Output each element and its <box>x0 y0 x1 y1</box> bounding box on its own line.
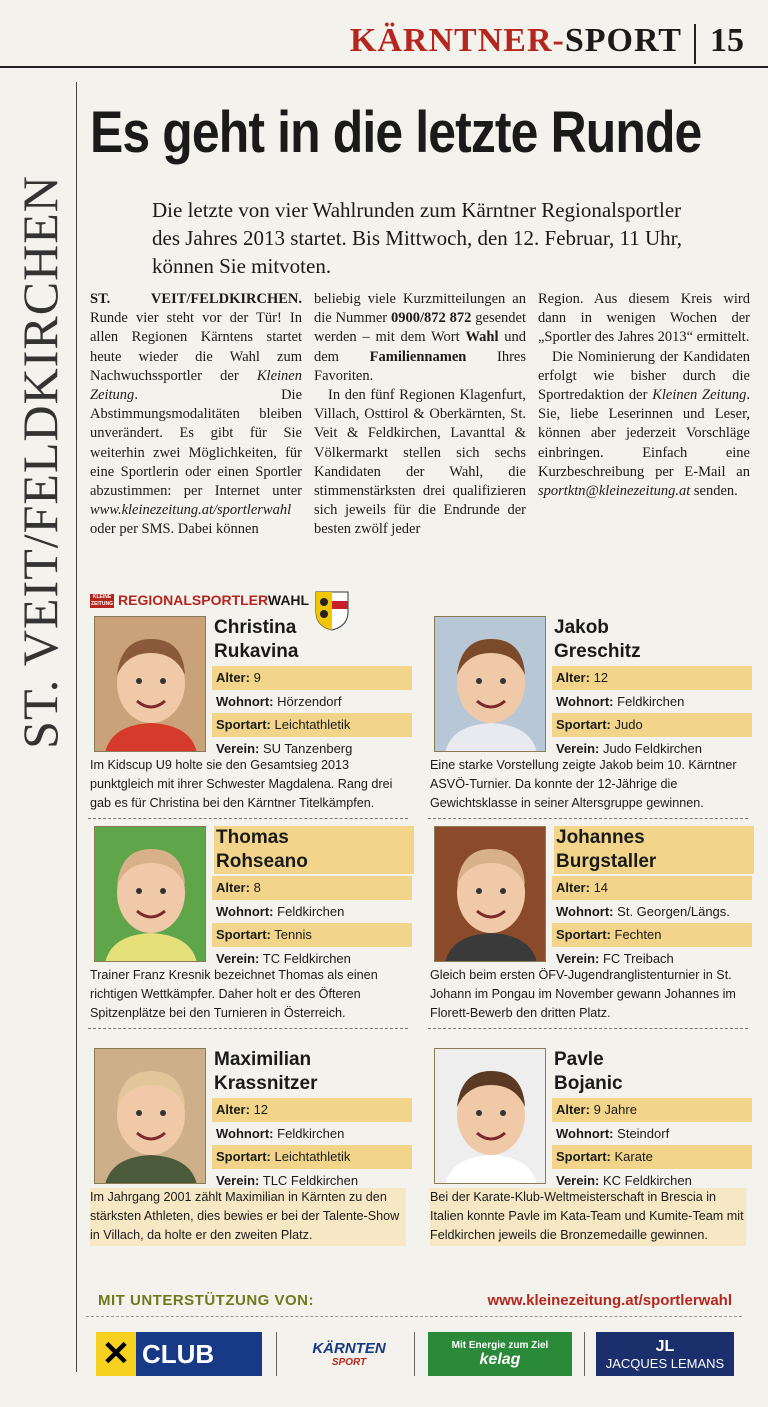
text: oder per SMS. Dabei können <box>90 521 259 538</box>
fact-label: Alter: <box>216 880 250 895</box>
fact-value: Tennis <box>274 927 312 942</box>
jacques-lemans-logo <box>596 1332 734 1376</box>
club-label: CLUB <box>142 1338 215 1369</box>
paragraph <box>314 290 526 386</box>
fact-label: Sportart: <box>556 717 611 732</box>
candidate-name <box>214 1048 414 1096</box>
logo-divider <box>276 1332 277 1376</box>
fact-label: Alter: <box>556 670 590 685</box>
card-divider <box>88 818 408 819</box>
text: gesendet werden – mit dem Wort <box>314 310 527 346</box>
text: senden. <box>690 483 738 500</box>
candidate-first-name: Christina <box>214 617 297 638</box>
box-title-black: WAHL <box>267 592 310 608</box>
logo-divider <box>414 1332 415 1376</box>
paragraph <box>90 290 302 540</box>
fact-value: Hörzendorf <box>277 693 342 709</box>
sms-number: 0900/872 872 <box>391 310 472 327</box>
fact-value: Leichtathletik <box>274 717 351 732</box>
text: . Sie, liebe Leserinnen und Leser, können aber jederzeit Vorschläge einbringen. Einfach eine Kurzbeschreibung per E-Mail an <box>538 387 750 480</box>
text: Runde vier steht vor der Tür! In allen Regionen Kärntens startet heute wieder die Wahl zum Nachwuchssportler der <box>90 310 302 384</box>
text: und dem <box>314 329 527 365</box>
fact-age <box>212 1098 412 1122</box>
candidate-description: Trainer Franz Kresnik bezeichnet Thomas als einen richtigen Wettkämpfer. Daher holt er des Öfteren Spitzenplätze bei den Turnieren in Österreich. <box>90 968 378 1021</box>
candidate-facts <box>212 666 412 760</box>
kaernten-label: KÄRNTEN <box>312 1340 386 1357</box>
kleine-zeitung-badge: KLEINE ZEITUNG <box>91 594 113 607</box>
fact-label: Wohnort: <box>556 903 614 919</box>
fact-value: St. Georgen/Längs. <box>617 903 730 919</box>
fact-label: Wohnort: <box>556 1125 614 1141</box>
fact-label: Verein: <box>556 740 600 756</box>
fact-label: Sportart: <box>216 1149 271 1164</box>
text: Die Nominierung der Kandidaten erfolgt wie bisher durch die Sportredaktion der <box>538 348 750 404</box>
fact-value: 14 <box>593 880 609 895</box>
fact-label: Sportart: <box>216 717 271 732</box>
fact-home <box>552 690 752 714</box>
text: beliebig viele Kurzmitteilungen an die Nummer <box>314 291 526 327</box>
region-sidebar <box>8 92 72 832</box>
fact-value: SU Tanzenberg <box>262 740 353 756</box>
fact-value: TC Feldkirchen <box>262 950 351 966</box>
candidate-first-name: Jakob <box>554 617 609 638</box>
fact-value: 12 <box>593 670 609 685</box>
fact-value: KC Feldkirchen <box>602 1172 692 1188</box>
candidate-last-name: Rohseano <box>216 851 308 872</box>
candidate-last-name: Burgstaller <box>556 851 657 872</box>
candidate-card <box>88 1048 408 1258</box>
candidate-facts <box>552 876 752 970</box>
fact-age <box>552 666 752 690</box>
headline: Es geht in die letzte Runde <box>90 100 702 165</box>
fact-label: Alter: <box>556 1102 590 1117</box>
fact-sport <box>552 713 752 737</box>
text: Ihres Favoriten. <box>314 348 526 384</box>
candidate-facts <box>212 1098 412 1192</box>
fact-age <box>552 876 752 900</box>
kelag-label: kelag <box>479 1350 521 1368</box>
section-title-red: KÄRNTNER- <box>349 22 565 59</box>
fact-label: Verein: <box>216 1172 260 1188</box>
candidate-card <box>428 826 748 1036</box>
candidate-first-name: Maximilian <box>214 1049 312 1070</box>
paper-name: Kleinen Zeitung <box>90 367 302 404</box>
fact-value: Feldkirchen <box>617 693 685 709</box>
dateline: ST. VEIT/FELDKIRCHEN. <box>90 291 302 307</box>
fact-label: Wohnort: <box>216 903 274 919</box>
candidate-description: Im Kidscup U9 holte sie den Gesamtsieg 2013 punktgleich mit ihrer Schwester Magdalena. Rang drei gab es für Christina bei den Kärntner Titelkämpfen. <box>90 758 393 811</box>
section-title <box>350 22 682 60</box>
keyword-familienname: Familiennamen <box>369 348 467 365</box>
kaernten-sub: SPORT <box>331 1357 367 1368</box>
fact-sport <box>552 1145 752 1169</box>
fact-value: Leichtathletik <box>274 1149 351 1164</box>
candidate-card <box>428 616 748 826</box>
candidate-facts <box>552 1098 752 1192</box>
logo-divider <box>584 1332 585 1376</box>
text: . Die Abstimmungsmodalitäten bleiben unverändert. Es gibt für Sie weiterhin zwei Möglichkeiten, für eine Sportlerin oder einen Sportler abzustimmen: per Internet unter <box>90 387 302 500</box>
candidate-description: Im Jahrgang 2001 zählt Maximilian in Kärnten zu den stärksten Athleten, dies bewies er bei der Talente-Show in Villach, da holte er den zweiten Platz. <box>90 1188 406 1246</box>
fact-label: Alter: <box>556 880 590 895</box>
kelag-logo <box>428 1332 572 1376</box>
paper-name: Kleinen Zeitung <box>652 387 747 404</box>
fact-value: Judo <box>614 717 643 732</box>
candidate-photo <box>94 1048 206 1184</box>
fact-value: 8 <box>253 880 261 895</box>
candidate-first-name: Thomas <box>216 827 289 848</box>
fact-sport <box>212 923 412 947</box>
fact-home <box>552 1122 752 1146</box>
fact-value: Fechten <box>614 927 662 942</box>
header-divider <box>694 24 696 64</box>
fact-label: Verein: <box>556 1172 600 1188</box>
candidate-description: Eine starke Vorstellung zeigte Jakob beim 10. Kärntner ASVÖ-Turnier. Da konnte der 12-Jährige die Gewichtsklasse in seiner Altersgruppe gewinnen. <box>430 758 737 811</box>
fact-label: Verein: <box>216 740 260 756</box>
fact-value: 9 <box>253 670 261 685</box>
candidate-last-name: Bojanic <box>554 1073 623 1094</box>
kaernten-sport-logo <box>294 1332 404 1376</box>
fact-value: 9 Jahre <box>593 1102 637 1117</box>
support-url[interactable]: www.kleinezeitung.at/sportlerwahl <box>487 1292 732 1309</box>
fact-age <box>212 666 412 690</box>
candidate-first-name: Johannes <box>556 827 645 848</box>
fact-home <box>212 900 412 924</box>
article-column-1 <box>90 290 302 540</box>
fact-label: Alter: <box>216 1102 250 1117</box>
page-header <box>0 0 768 68</box>
contact-email[interactable]: sportktn@kleinezeitung.at <box>538 483 691 500</box>
candidate-card <box>428 1048 748 1258</box>
fact-value: TLC Feldkirchen <box>262 1172 359 1188</box>
candidate-photo <box>434 616 546 752</box>
fact-value: Feldkirchen <box>277 1125 345 1141</box>
paragraph: Region. Aus diesem Kreis wird dann in wenigen Wochen der „Sportler des Jahres 2013“ ermittelt. <box>538 291 750 346</box>
fact-label: Wohnort: <box>216 1125 274 1141</box>
candidate-photo <box>434 826 546 962</box>
card-divider <box>428 818 748 819</box>
raiffeisen-cross-icon: ✕ <box>96 1332 136 1376</box>
article-column-3 <box>538 290 750 501</box>
fact-label: Sportart: <box>556 1149 611 1164</box>
sponsor-divider <box>86 1316 742 1317</box>
page-number: 15 <box>710 22 744 59</box>
candidate-description: Bei der Karate-Klub-Weltmeisterschaft in Brescia in Italien konnte Pavle im Kata-Team und Kumite-Team mit Feldkirchen jeweils die Bronzemedaille gewinnen. <box>430 1188 746 1246</box>
kelag-slogan: Mit Energie zum Ziel <box>451 1339 549 1351</box>
fact-label: Sportart: <box>216 927 271 942</box>
candidate-card <box>88 616 408 826</box>
fact-value: Feldkirchen <box>277 903 345 919</box>
keyword-wahl: Wahl <box>465 329 499 346</box>
fact-label: Verein: <box>556 950 600 966</box>
raiffeisen-club-logo <box>96 1332 262 1376</box>
candidate-facts <box>212 876 412 970</box>
fact-sport <box>552 923 752 947</box>
fact-label: Sportart: <box>556 927 611 942</box>
candidate-description: Gleich beim ersten ÖFV-Jugendranglistenturnier in St. Johann im Pongau im November gewann Johannes im Florett-Bewerb den dritten Platz. <box>430 968 736 1021</box>
fact-sport <box>212 713 412 737</box>
fact-label: Wohnort: <box>556 693 614 709</box>
candidate-first-name: Pavle <box>554 1049 604 1070</box>
fact-home <box>212 1122 412 1146</box>
fact-label: Wohnort: <box>216 693 274 709</box>
candidate-last-name: Krassnitzer <box>214 1073 318 1094</box>
fact-home <box>212 690 412 714</box>
vote-url[interactable]: www.kleinezeitung.at/sportlerwahl <box>90 502 292 519</box>
lead-paragraph: Die letzte von vier Wahlrunden zum Kärntner Regionalsportler des Jahres 2013 startet. Bis Mittwoch, den 12. Februar, 11 Uhr, können Sie mitvoten. <box>152 198 683 278</box>
section-title-black: SPORT <box>564 22 682 59</box>
box-title <box>118 592 309 608</box>
candidate-name <box>554 826 754 874</box>
paragraph <box>538 348 750 502</box>
candidate-photo <box>94 826 206 962</box>
fact-age <box>552 1098 752 1122</box>
support-label: MIT UNTERSTÜTZUNG VON: <box>98 1292 314 1309</box>
candidate-facts <box>552 666 752 760</box>
candidate-name <box>554 616 754 664</box>
paragraph: In den fünf Regionen Klagenfurt, Villach, Osttirol & Oberkärnten, St. Veit & Feldkirchen, Lavanttal & Völkermarkt stellen sich sechs Kandidaten der Wahl, die stimmenstärksten drei qualifizieren sich jeweils für die Endrunde der besten zwölf jeder <box>314 387 526 538</box>
candidate-photo <box>434 1048 546 1184</box>
article-column-2 <box>314 290 526 540</box>
fact-value: Karate <box>614 1149 653 1164</box>
sidebar-rule <box>76 82 77 1372</box>
fact-value: 12 <box>253 1102 269 1117</box>
fact-label: Alter: <box>216 670 250 685</box>
candidate-card <box>88 826 408 1036</box>
fact-age <box>212 876 412 900</box>
candidate-last-name: Greschitz <box>554 641 641 662</box>
fact-value: Judo Feldkirchen <box>602 740 702 756</box>
candidate-photo <box>94 616 206 752</box>
candidate-name <box>214 616 414 664</box>
box-title-red: REGIONALSPORTLER <box>118 592 268 608</box>
fact-label: Verein: <box>216 950 260 966</box>
lemans-label: JACQUES LEMANS <box>605 1355 725 1371</box>
fact-value: FC Treibach <box>602 950 674 966</box>
fact-home <box>552 900 752 924</box>
candidate-last-name: Rukavina <box>214 641 299 662</box>
candidate-name <box>554 1048 754 1096</box>
card-divider <box>88 1028 408 1029</box>
card-divider <box>428 1028 748 1029</box>
candidate-name <box>214 826 414 874</box>
fact-sport <box>212 1145 412 1169</box>
fact-value: Steindorf <box>617 1125 670 1141</box>
lemans-mark-icon: JL <box>655 1337 675 1355</box>
region-label: ST. VEIT/FELDKIRCHEN <box>12 175 68 749</box>
